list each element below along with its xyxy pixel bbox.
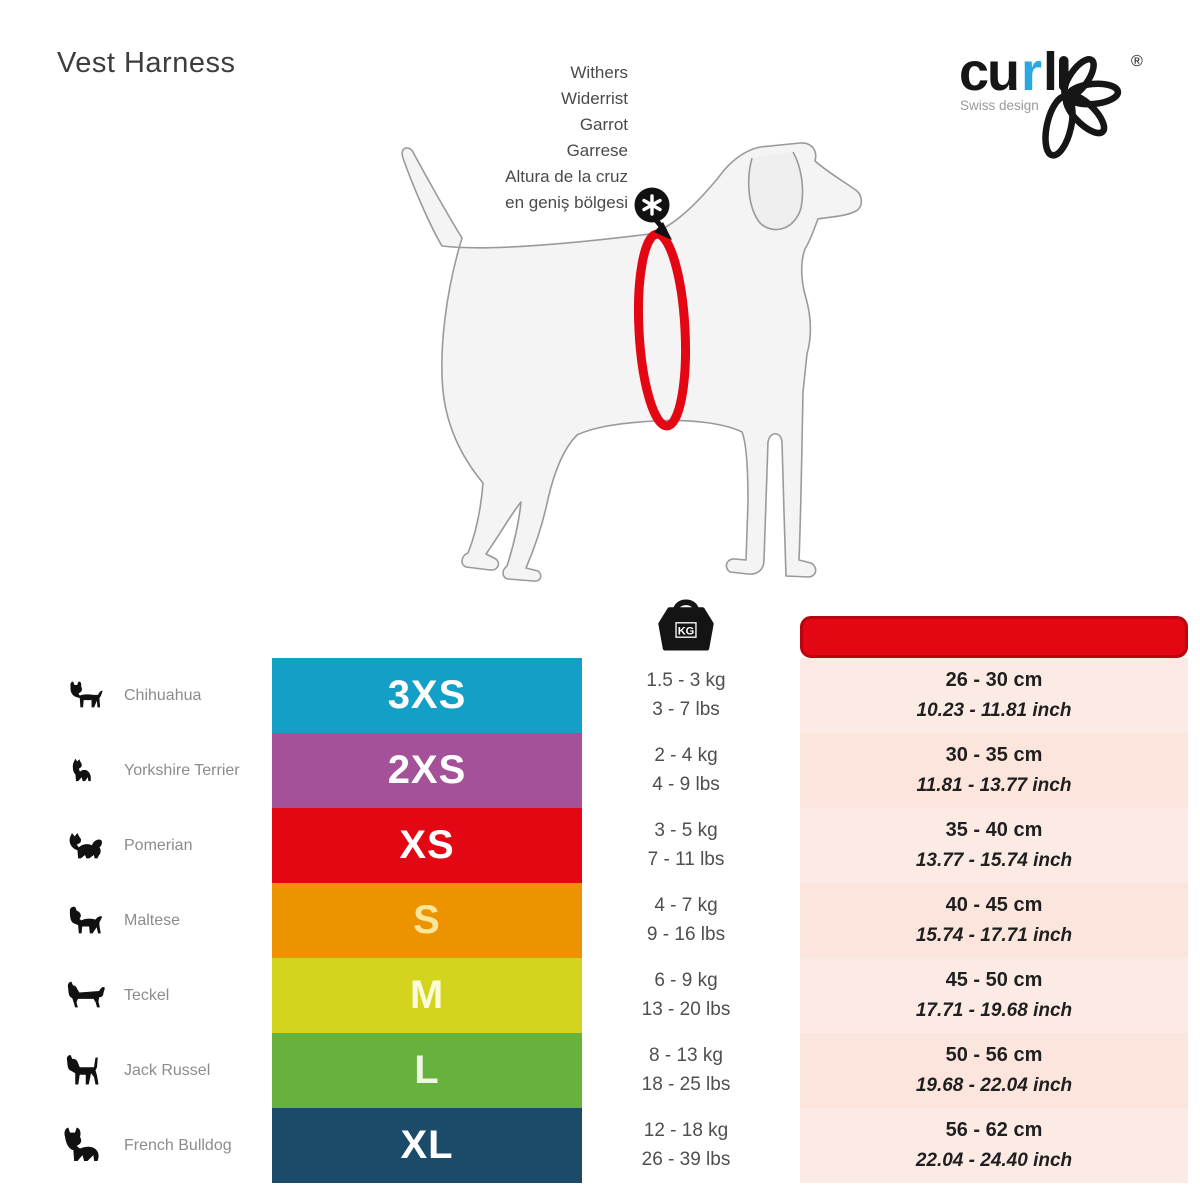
registered-mark: ® [1131,53,1143,70]
breed-cell [40,808,130,883]
table-row [0,658,1200,733]
logo-tagline: Swiss design [960,98,1039,113]
size-label: S [413,898,441,942]
logo-text-cu: cu [959,42,1019,102]
breed-cell [40,733,130,808]
breed-cell [40,1033,130,1108]
breed-cell [40,1108,130,1183]
breed-name: Maltese [124,911,181,929]
breed-name: Jack Russel [124,1061,211,1079]
size-bar [272,1033,582,1108]
weight-kg: 12 - 18 kg [643,1119,729,1141]
measure-label-fr: Garrot [579,115,628,134]
breed-cell [40,958,130,1033]
breed-name: French Bulldog [124,1136,232,1154]
logo-text-r: r [1021,42,1043,102]
measure-label-tr: en geniş bölgesi [505,193,628,212]
table-row [0,958,1200,1033]
breed-cell [40,883,130,958]
size-bar [272,658,582,733]
breed-cell [40,658,130,733]
kg-icon-label: KG [677,625,695,638]
girth-header-bar [800,616,1188,658]
weight-range [600,958,772,1033]
weight-range [600,1033,772,1108]
weight-lbs: 3 - 7 lbs [652,699,720,721]
size-bar [272,883,582,958]
girth-range [800,808,1188,883]
girth-inch: 13.77 - 15.74 inch [915,849,1073,871]
dog-silhouette-diagram [350,130,870,600]
girth-cm: 50 - 56 cm [945,1044,1043,1067]
measure-label-en: Withers [570,63,628,82]
girth-cm: 35 - 40 cm [945,819,1043,842]
weight-kg: 3 - 5 kg [654,819,718,841]
girth-range [800,1033,1188,1108]
size-bar [272,958,582,1033]
french-bulldog-icon [58,1126,112,1166]
size-label: XL [400,1123,454,1167]
table-row [0,883,1200,958]
girth-inch: 19.68 - 22.04 inch [915,1074,1073,1096]
size-label: M [409,973,445,1017]
table-row [0,808,1200,883]
page-title: Vest Harness [57,47,236,79]
kg-weight-icon [650,594,722,656]
size-bar [272,1108,582,1183]
girth-range [800,883,1188,958]
girth-cm: 26 - 30 cm [945,669,1043,692]
pomerian-icon [63,829,107,863]
jack-russel-icon [60,1053,110,1089]
weight-lbs: 18 - 25 lbs [641,1074,731,1096]
maltese-icon [63,904,107,938]
girth-inch: 15.74 - 17.71 inch [915,924,1073,946]
breed-name: Yorkshire Terrier [124,761,240,779]
size-label: 3XS [387,673,467,717]
table-row [0,733,1200,808]
weight-kg: 4 - 7 kg [654,894,718,916]
size-bar [272,733,582,808]
logo-text-l: l [1043,42,1059,102]
chihuahua-icon [64,679,106,712]
yorkshire-terrier-icon [67,755,103,787]
girth-range [800,733,1188,808]
girth-cm: 45 - 50 cm [945,969,1043,992]
size-label: XS [399,823,455,867]
weight-range [600,1108,772,1183]
size-bar [272,808,582,883]
girth-range [800,958,1188,1033]
measure-label-de: Widerrist [560,89,628,108]
girth-range [800,658,1188,733]
weight-kg: 2 - 4 kg [654,744,718,766]
girth-inch: 10.23 - 11.81 inch [916,699,1072,721]
table-row [0,1108,1200,1183]
girth-inch: 17.71 - 19.68 inch [915,999,1073,1021]
measure-label-es: Altura de la cruz [505,167,628,186]
girth-range [800,1108,1188,1183]
table-row [0,1033,1200,1108]
weight-range [600,883,772,958]
curli-logo [935,34,1185,179]
weight-range [600,733,772,808]
breed-name: Teckel [124,986,170,1004]
weight-kg: 8 - 13 kg [649,1044,723,1066]
teckel-icon [57,979,113,1013]
weight-kg: 6 - 9 kg [654,969,718,991]
measure-label-it: Garrese [566,141,628,160]
girth-cm: 40 - 45 cm [945,894,1043,917]
weight-lbs: 9 - 16 lbs [646,924,726,946]
breed-name: Chihuahua [124,686,202,704]
weight-range [600,658,772,733]
girth-inch: 11.81 - 13.77 inch [916,774,1072,796]
girth-cm: 30 - 35 cm [945,744,1043,767]
size-label: L [414,1048,440,1092]
weight-lbs: 4 - 9 lbs [652,774,720,796]
weight-lbs: 7 - 11 lbs [647,849,725,871]
girth-cm: 56 - 62 cm [945,1119,1043,1142]
girth-inch: 22.04 - 24.40 inch [915,1149,1073,1171]
size-label: 2XS [387,748,467,792]
dog-ear [749,152,803,230]
weight-range [600,808,772,883]
breed-name: Pomerian [124,836,193,854]
weight-lbs: 26 - 39 lbs [641,1149,731,1171]
weight-lbs: 13 - 20 lbs [641,999,731,1021]
weight-kg: 1.5 - 3 kg [646,669,726,691]
